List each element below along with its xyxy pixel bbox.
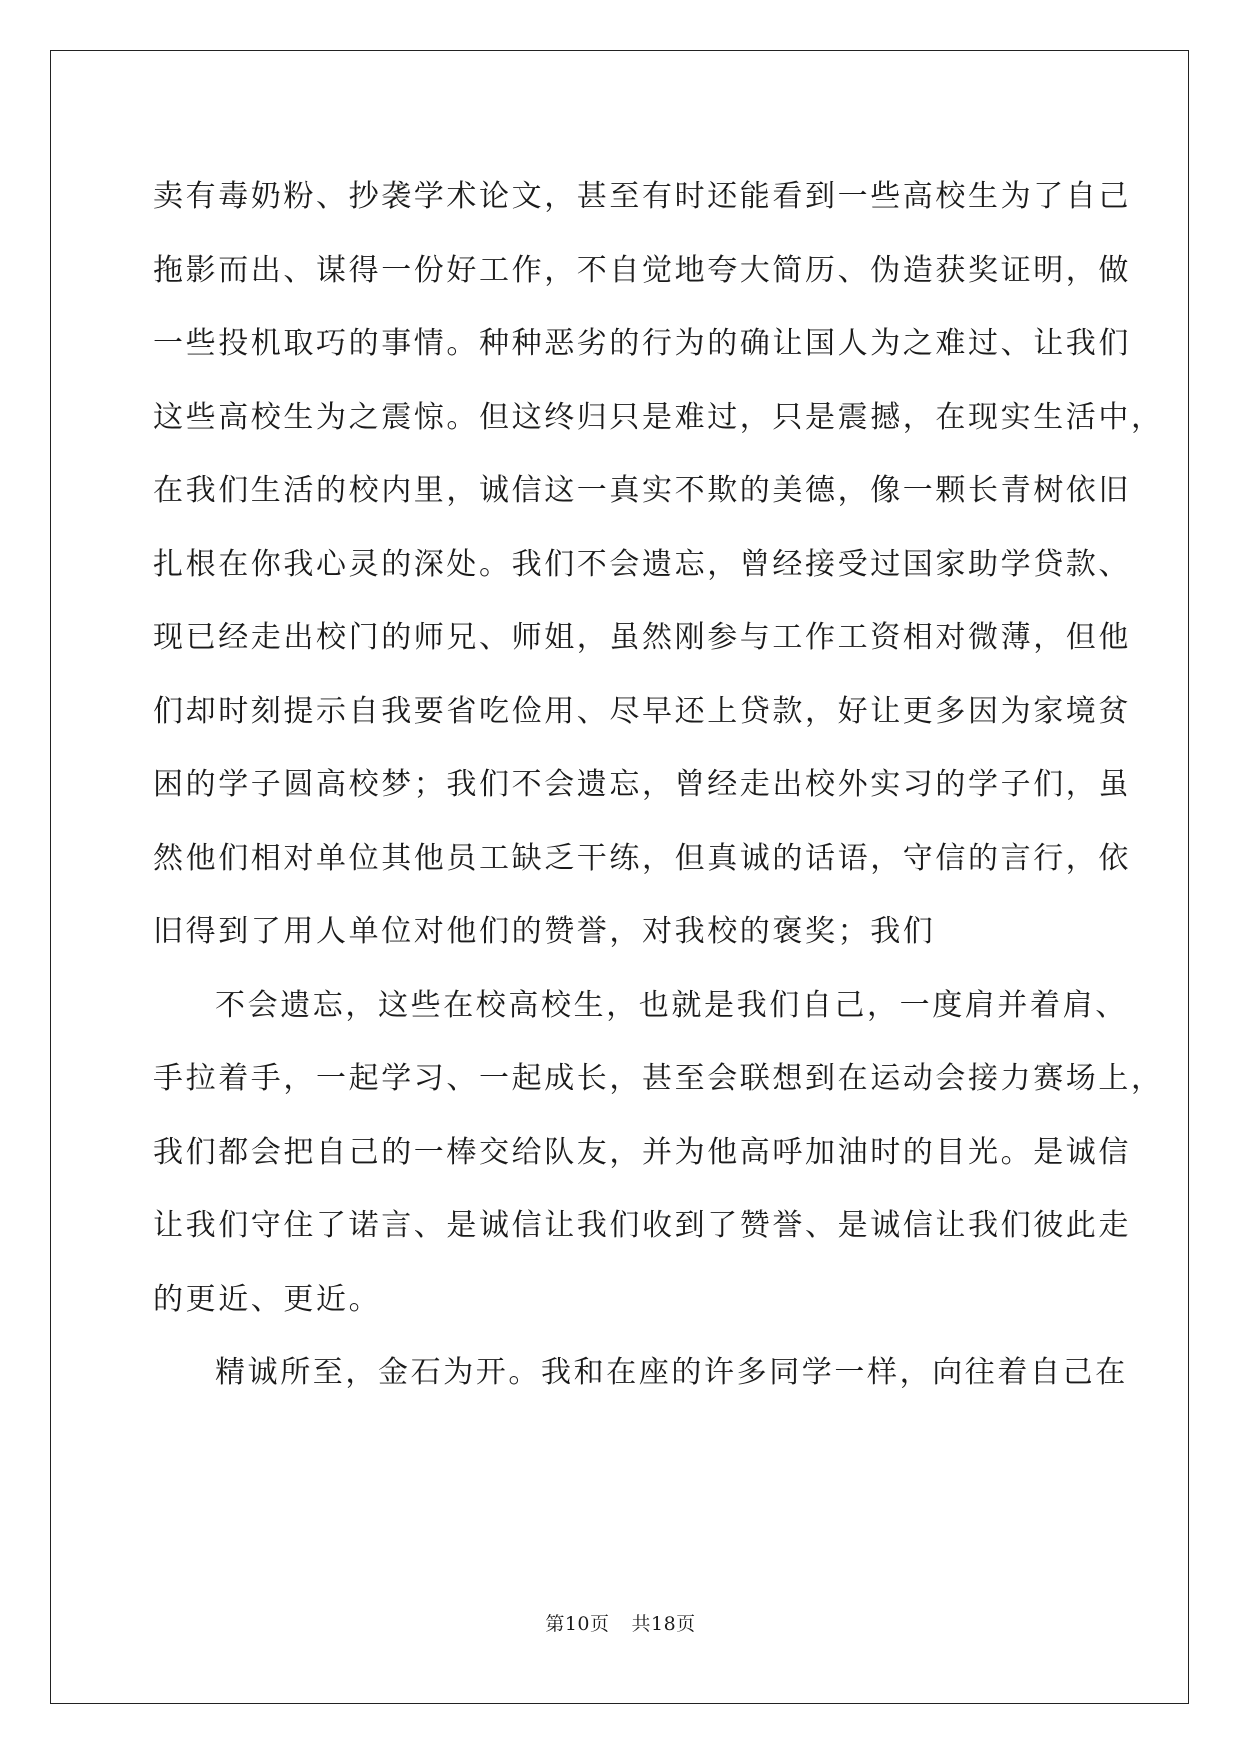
page-total: 共18页 (631, 1613, 696, 1635)
text-line: 们却时刻提示自我要省吃俭用、尽早还上贷款，好让更多因为家境贫 (153, 693, 1131, 729)
text-line: 困的学子圆高校梦；我们不会遗忘，曾经走出校外实习的学子们，虽 (153, 767, 1131, 802)
text-line: 手拉着手，一起学习、一起成长，甚至会联想到在运动会接力赛场上， (153, 1061, 1164, 1096)
text-line: 一些投机取巧的事情。种种恶劣的行为的确让国人为之难过、让我们 (153, 326, 1131, 361)
text-line: 精诚所至，金石为开。我和在座的许多同学一样，向往着自己在 (215, 1355, 1128, 1390)
text-line: 卖有毒奶粉、抄袭学术论文，甚至有时还能看到一些高校生为了自己 (153, 179, 1131, 214)
text-line: 拖影而出、谋得一份好工作，不自觉地夸大简历、伪造获奖证明，做 (153, 252, 1131, 288)
text-line: 这些高校生为之震惊。但这终归只是难过，只是震撼，在现实生活中， (153, 399, 1164, 435)
text-line: 然他们相对单位其他员工缺乏干练，但真诚的话语，守信的言行，依 (153, 840, 1131, 876)
text-line: 不会遗忘，这些在校高校生，也就是我们自己，一度肩并着肩、 (215, 987, 1128, 1023)
text-line: 扎根在你我心灵的深处。我们不会遗忘，曾经接受过国家助学贷款、 (153, 546, 1131, 582)
text-line: 我们都会把自己的一棒交给队友，并为他高呼加油时的目光。是诚信 (153, 1134, 1131, 1170)
text-line: 的更近、更近。 (153, 1281, 382, 1317)
text-line: 在我们生活的校内里，诚信这一真实不欺的美德，像一颗长青树依旧 (153, 473, 1131, 508)
text-line: 现已经走出校门的师兄、师姐，虽然刚参与工作工资相对微薄，但他 (153, 620, 1131, 655)
text-line: 旧得到了用人单位对他们的赞誉，对我校的褒奖；我们 (153, 914, 936, 949)
document-body (153, 160, 1164, 1410)
page-footer (0, 1609, 1241, 1636)
page-number: 第10页 (545, 1613, 610, 1635)
text-line: 让我们守住了诺言、是诚信让我们收到了赞誉、是诚信让我们彼此走 (153, 1208, 1131, 1243)
paragraph-block (153, 160, 1164, 1410)
